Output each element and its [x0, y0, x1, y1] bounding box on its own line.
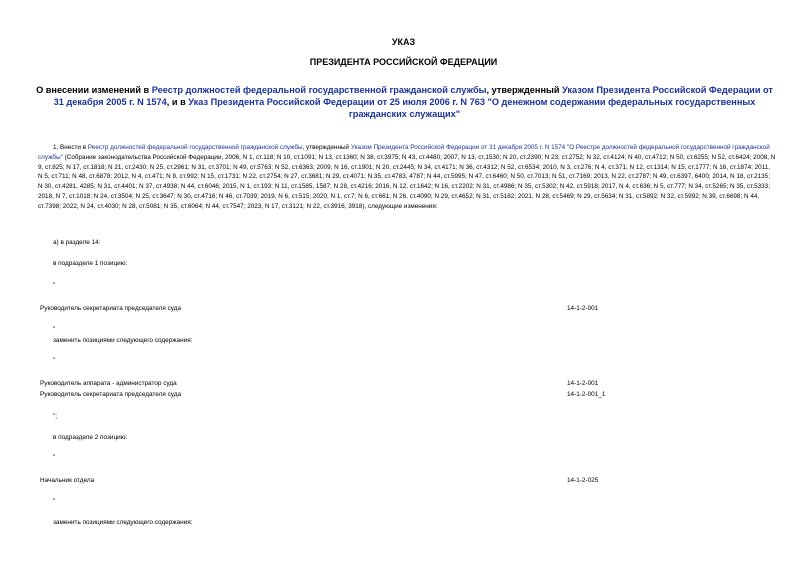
subject-text-1: О внесении изменений в: [36, 85, 152, 95]
subject-text-3: , и в: [166, 97, 189, 107]
section-14-line: а) в разделе 14:: [53, 239, 101, 246]
quote-close-3: ": [53, 498, 56, 505]
paragraph-1-text-2: , утвержденный: [302, 144, 351, 151]
table-row-3-code: 14-1-2-001_1: [567, 391, 606, 398]
document-title: УКАЗ: [391, 37, 416, 47]
subject-link-decree-763[interactable]: Указ Президента Российской Федерации от 25 июля 2006 г. N 763 "О денежном содержании федеральных государственных гражданских служащих": [188, 97, 756, 119]
table-row-2-code: 14-1-2-001: [567, 380, 599, 387]
subject-link-register[interactable]: Реестр должностей федеральной государственной гражданской службы: [151, 85, 487, 95]
document-subject: [32, 84, 777, 120]
quote-close-2: ";: [53, 413, 58, 420]
table-row-4-code: 14-1-2-025: [567, 477, 599, 484]
paragraph-1: [38, 143, 776, 212]
table-row-2-label: Руководитель аппарата - администратор суда: [40, 380, 177, 387]
subsection-2-position-line: в подразделе 2 позицию:: [53, 434, 128, 441]
table-row-4-label: Начальник отдела: [40, 477, 95, 484]
subsection-1-position-line: в подразделе 1 позицию:: [53, 260, 128, 267]
paragraph-1-link-register[interactable]: Реестр должностей федеральной государственной гражданской службы: [87, 144, 303, 151]
replace-line-2: заменить позициями следующего содержания:: [53, 519, 193, 526]
quote-open-1: ": [53, 282, 56, 289]
paragraph-1-text-3: (Собрание законодательства Российской Федерации, 2006, N 1, ст.118; N 10, ст.1091; N 13, ст.1360; N 38, ст.3975; N 43, ст.4480; 2007, N 13, ст.1530; N 20, ст.2390; N 23, ст.2752; N 32, ст.4124; N 40, ст.4712; N 50, ст.6255; N 52, ст.6424; 2008, N 9, ст.825; N 17, ст.1818; N 21, ст.2430; N 25, ст.2961; N 31, ст.3701; N 49, ст.5763; N 52, ст.6363; 2009, N 16, ст.1901; N 20, ст.2445; N 34, ст.4171; N 36, ст.4312; N 52, ст.6534; 2010, N 3, ст.276; N 4, ст.371; N 12, ст.1314; N 15, ст.1777; N 16, ст.1874; 2011, N 5, ст.711; N 48, ст.6878; 2012, N 4, ст.471; N 8, ст.992; N 15, ст.1731; N 22, ст.2754; N 27, ст.3681; N 29, ст.4071; N 35, ст.4783, 4787; N 44, ст.5995; N 47, ст.6460; N 50, ст.7013; N 51, ст.7169; 2013, N 22, ст.2787; N 49, ст.6397, 6400; 2014, N 18, ст.2135; N 30, ст.4281, 4285; N 31, ст.4401; N 37, ст.4938; N 44, ст.6046; 2015, N 1, ст.193; N 11, ст.1585, 1587; N 28, ст.4216; 2016, N 12, ст.1642; N 16, ст.2202; N 31, ст.4986; N 35, ст.5302; N 42, ст.5918; 2017, N 4, ст.636; N 5, ст.777; N 34, ст.5265; N 35, ст.5333; 2018, N 7, ст.1018; N 24, ст.3504; N 25, ст.3647; N 30, ст.4716; N 46, ст.7039; 2019, N 6, ст.515; 2020, N 1, ст.7; N 6, ст.661; N 26, ст.4090; N 29, ст.4652; N 31, ст.5162; 2021, N 28, ст.5469; N 29, ст.5634; N 31, ст.5892; N 32, ст.5992; N 39, ст.6698; N 44, ст.7398; 2022, N 24, ст.4030; N 28, ст.5081; N 35, ст.6064; N 44, ст.7547; 2023, N 17, ст.3121; N 22, ст.3916, 3918), следующие изменения:: [38, 153, 776, 210]
document-subtitle: ПРЕЗИДЕНТА РОССИЙСКОЙ ФЕДЕРАЦИИ: [309, 57, 498, 67]
quote-open-2: ": [53, 357, 56, 364]
replace-line-1: заменить позициями следующего содержания:: [53, 337, 193, 344]
paragraph-1-link-decree-1574[interactable]: Указом Президента Российской Федерации от 31 декабря 2005 г. N 1574 "О Реестре должностей федеральной государственной гражданской службы": [38, 144, 770, 161]
subject-text-2: , утвержденный: [486, 85, 563, 95]
table-row-1-label: Руководитель секретариата председателя суда: [40, 305, 182, 312]
table-row-1-code: 14-1-2-001: [567, 305, 599, 312]
quote-close-1: ": [53, 326, 56, 333]
subject-link-decree-1574[interactable]: Указом Президента Российской Федерации от 31 декабря 2005 г. N 1574: [53, 85, 773, 107]
table-row-3-label: Руководитель секретариата председателя суда: [40, 391, 182, 398]
paragraph-1-text-1: 1. Внести в: [53, 144, 88, 151]
quote-open-3: ": [53, 454, 56, 461]
